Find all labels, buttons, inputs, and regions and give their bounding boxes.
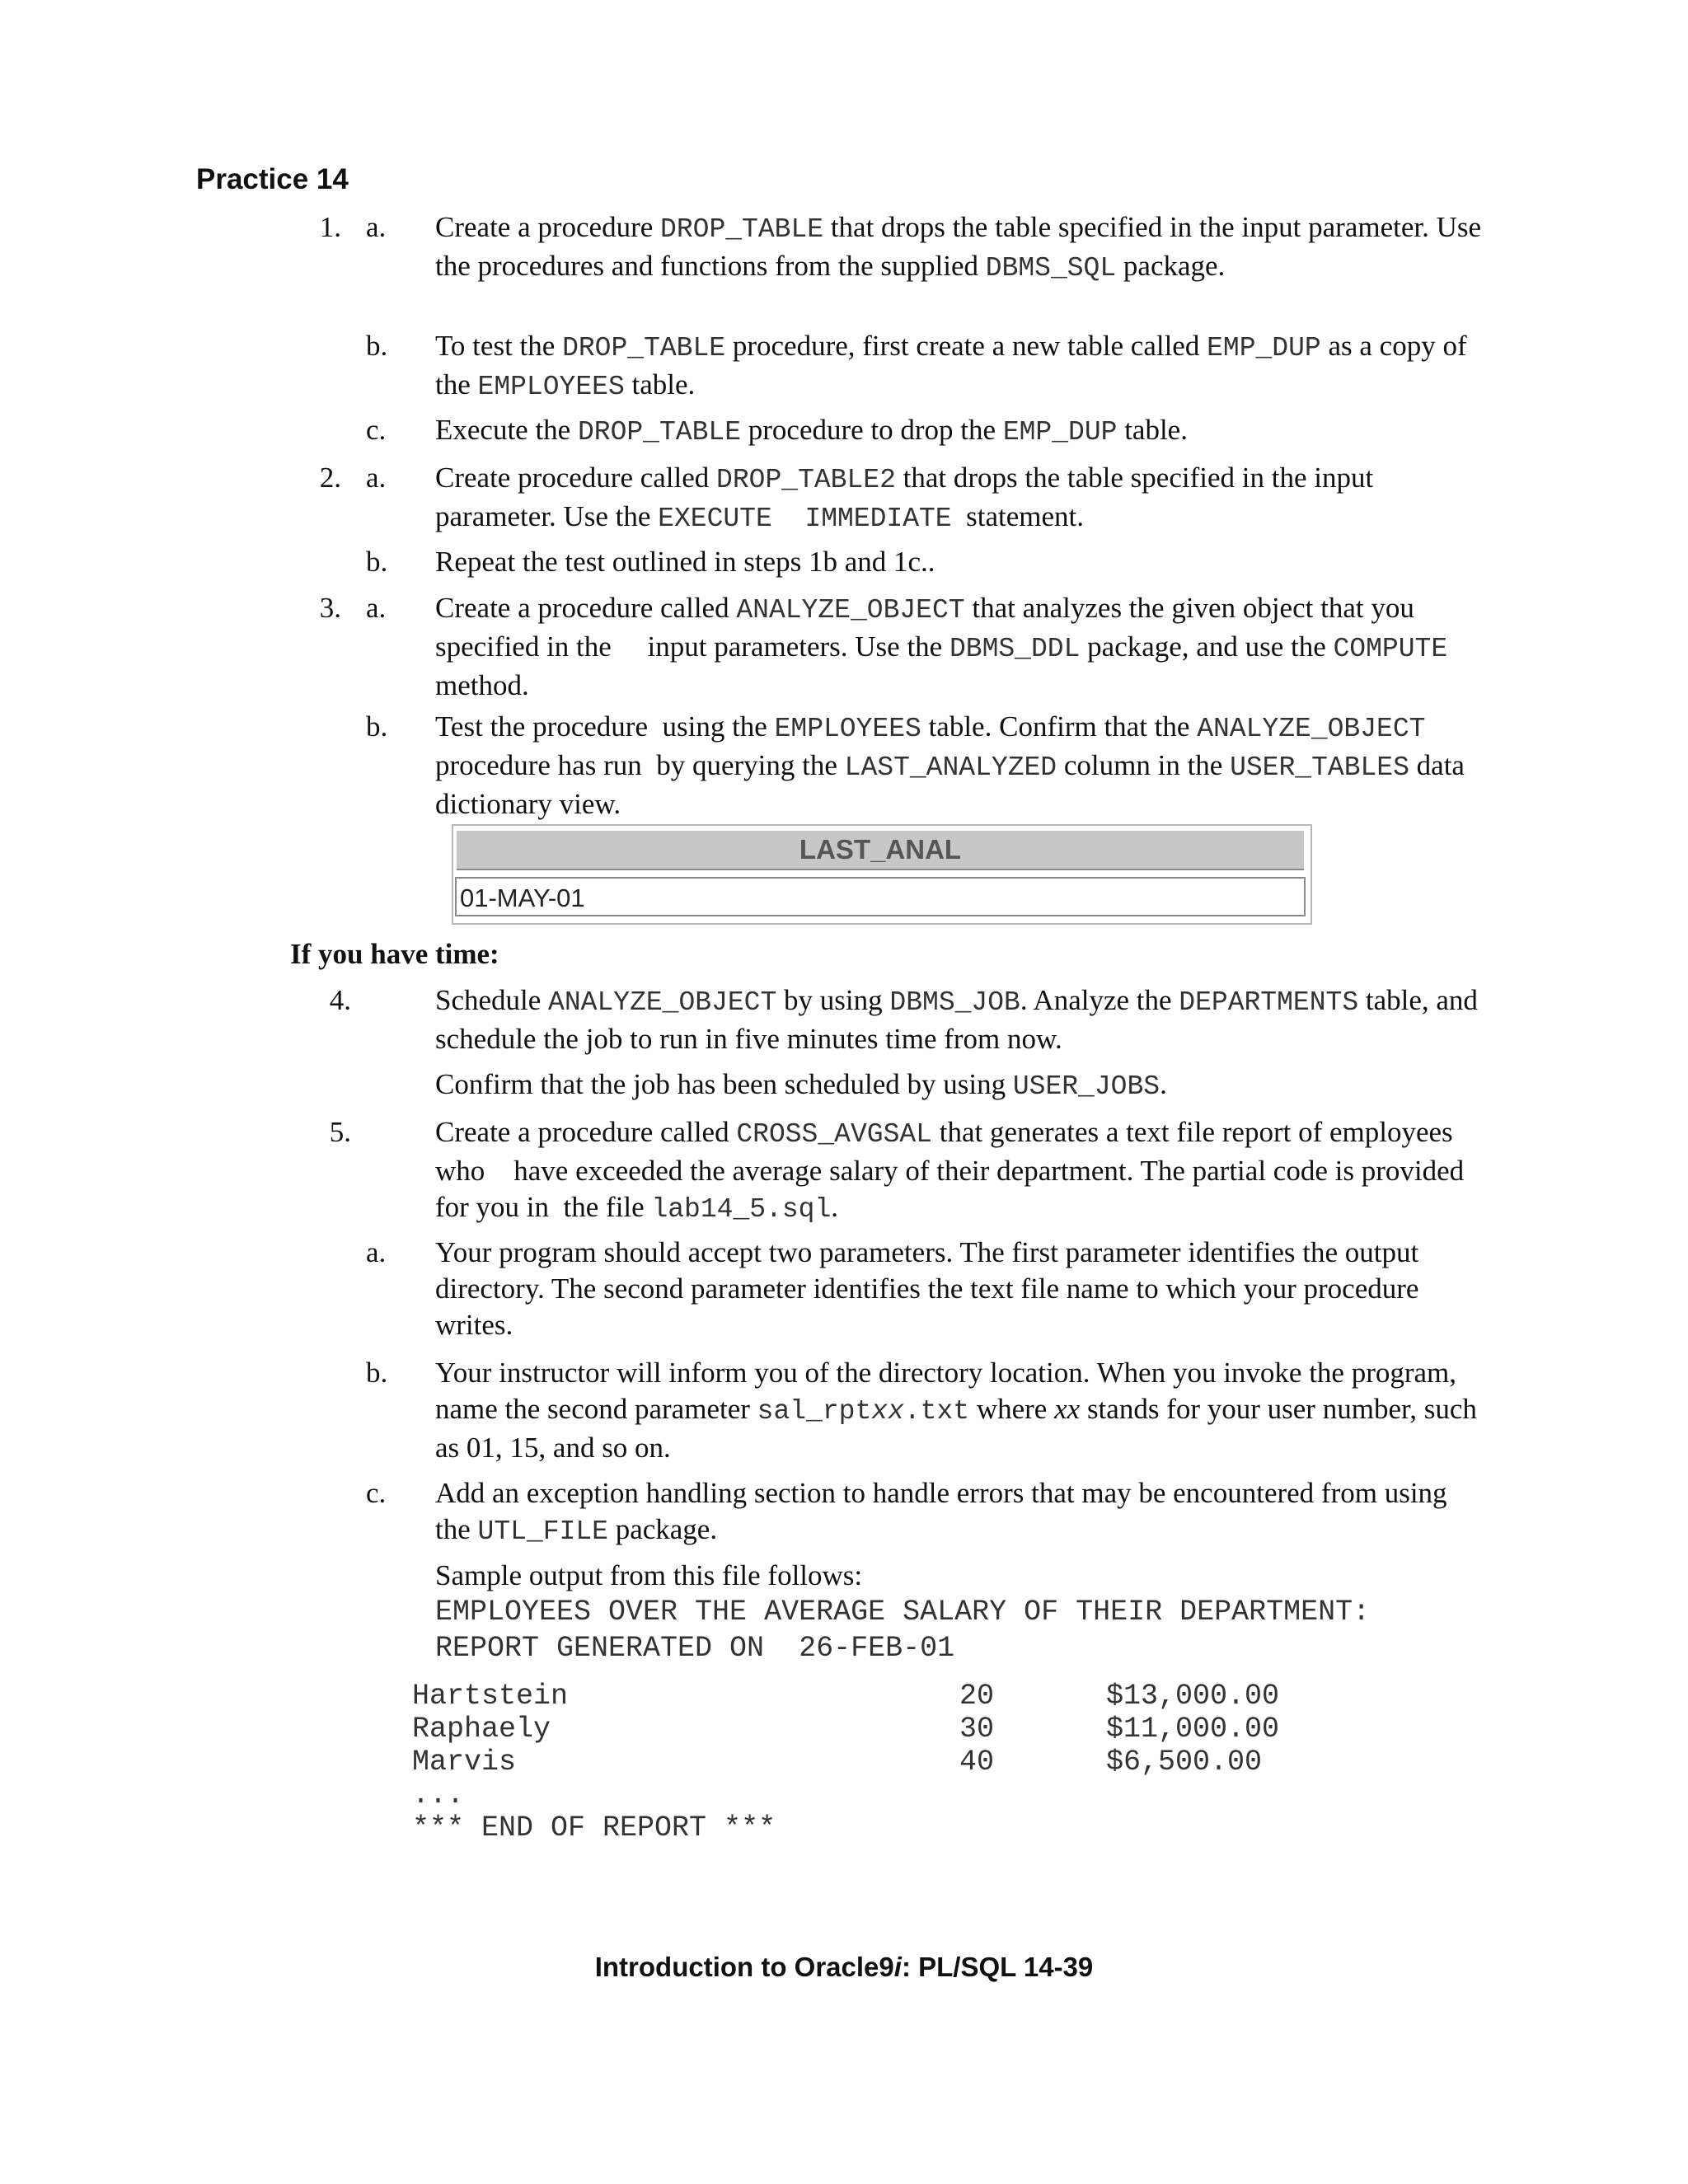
item-1c-text: Execute the DROP_TABLE procedure to drop the EMP_DUP table. [435,414,1188,448]
item-2b-text: Repeat the test outlined in steps 1b and 1c.. [435,546,935,578]
report-row-dept: 40 [959,1746,995,1779]
item-1b-text: To test the DROP_TABLE procedure, first create a new table called EMP_DUP as a copy of the EMPLOYEES table. [435,330,1467,402]
item-letter-1b: b. [366,330,388,362]
item-4-text: Schedule ANALYZE_OBJECT by using DBMS_JOB. Analyze the DEPARTMENTS table, and schedule the job to run in five minutes time from now. [435,984,1478,1055]
item-letter-1a: a. [366,211,387,243]
last-analyzed-result-table [452,824,1312,925]
item-letter-5a: a. [366,1236,387,1268]
item-1a-text: Create a procedure DROP_TABLE that drops the table specified in the input parameter. Use the procedures and functions from the supplied DBMS_SQL package. [435,211,1482,284]
item-number-5: 5. [329,1116,351,1148]
item-letter-5b: b. [366,1357,388,1389]
report-end: *** END OF REPORT *** [412,1811,776,1844]
item-number-4: 4. [329,984,351,1016]
report-line-2: REPORT GENERATED ON 26-FEB-01 [435,1632,955,1665]
result-column-header: LAST_ANAL [457,831,1304,870]
item-5-text: Create a procedure called CROSS_AVGSAL that generates a text file report of employees who have exceeded the average salary of their department. The partial code is provided for you in the file lab14_5.sql. [435,1116,1471,1225]
report-row-dept: 20 [959,1680,995,1713]
report-row-name: Raphaely [412,1713,551,1746]
page-footer: Introduction to Oracle9i: PL/SQL 14-39 [594,1952,1094,1982]
result-cell: 01-MAY-01 [455,877,1306,916]
item-letter-2a: a. [366,462,387,494]
item-3a-text: Create a procedure called ANALYZE_OBJECT that analyzes the given object that you specified in the input parameters. Use the DBMS_DDL package, and use the COMPUTE method. [435,592,1448,701]
report-row-salary: $11,000.00 [1106,1713,1280,1746]
item-5c-text: Add an exception handling section to handle errors that may be encountered from using the UTL_FILE package. [435,1477,1447,1547]
item-letter-1c: c. [366,414,387,446]
item-5b-text: Your instructor will inform you of the directory location. When you invoke the program, name the second parameter sal_rptxx.txt where xx stands for your user number, such as 01, 15, and so on. [435,1357,1477,1464]
item-number-1: 1. [319,211,341,243]
report-row-name: Hartstein [412,1680,569,1713]
item-letter-3b: b. [366,710,388,743]
section-heading-if-you-have-time: If you have time: [290,938,499,970]
report-row-salary: $13,000.00 [1106,1680,1280,1713]
report-row-dept: 30 [959,1713,995,1746]
report-ellipsis: ... [412,1779,465,1811]
item-2a-text: Create procedure called DROP_TABLE2 that drops the table specified in the input parameter. Use the EXECUTE IMMEDIATE statement. [435,462,1374,534]
item-letter-5c: c. [366,1477,387,1509]
code-term: DROP_TABLE [660,214,824,245]
practice-title: Practice 14 [196,163,349,195]
report-row-salary: $6,500.00 [1106,1746,1263,1779]
code-term: DBMS_SQL [985,253,1117,284]
item-letter-3a: a. [366,592,387,624]
report-row-name: Marvis [412,1746,517,1779]
item-letter-2b: b. [366,546,388,578]
item-3b-text: Test the procedure using the EMPLOYEES table. Confirm that the ANALYZE_OBJECT procedure has run by querying the LAST_ANALYZED column in the USER_TABLES data dictionary view. [435,710,1465,820]
item-4-confirm-text: Confirm that the job has been scheduled by using USER_JOBS. [435,1068,1167,1102]
sample-output-label: Sample output from this file follows: [435,1559,863,1591]
item-number-3: 3. [319,592,341,624]
item-number-2: 2. [319,462,341,494]
item-5a-text: Your program should accept two parameters. The first parameter identifies the output directory. The second parameter identifies the text file name to which your procedure writes. [435,1236,1419,1341]
report-line-1: EMPLOYEES OVER THE AVERAGE SALARY OF THEIR DEPARTMENT: [435,1596,1371,1629]
